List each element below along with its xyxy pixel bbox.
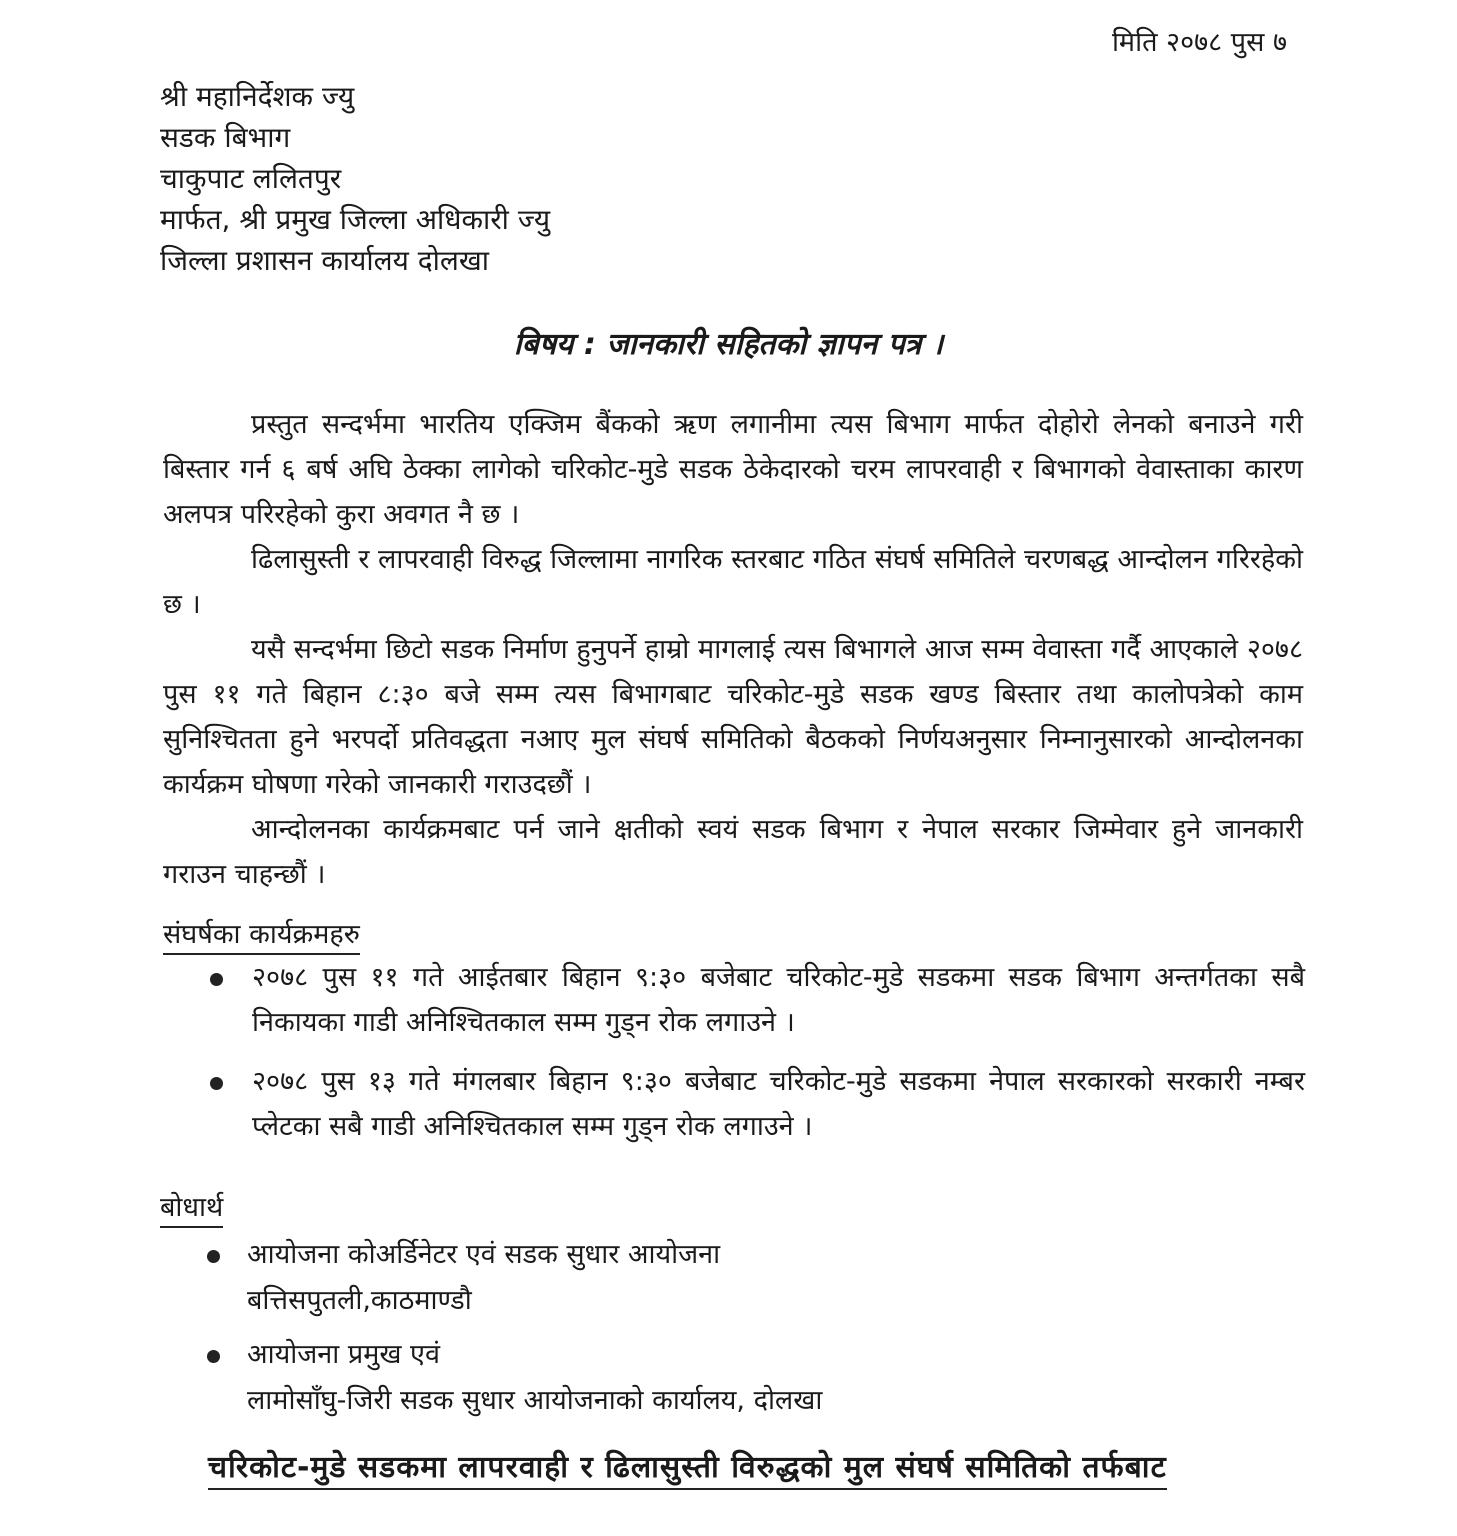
- cc-list: [207, 1232, 822, 1432]
- body-paragraph: प्रस्तुत सन्दर्भमा भारतिय एक्जिम बैंकको ऋण लगानीमा त्यस बिभाग मार्फत दोहोरो लेनको बनाउने गरी बिस्तार गर्न ६ बर्ष अघि ठेक्का लागेको चरिकोट-मुडे सडक ठेकेदारको चरम लापरवाही र बिभागको वेवास्ताका कारण अलपत्र परिरहेको कुरा अवगत नै छ ।: [163, 409, 1303, 530]
- cc-item: [207, 1332, 822, 1424]
- program-text: २०७८ पुस १३ गते मंगलबार बिहान ९:३० बजेबाट चरिकोट-मुडे सडकमा नेपाल सरकारको सरकारी नम्बर प्लेटका सबै गाडी अनिश्चितकाल सम्म गुड्न रोक लगाउने ।: [252, 1066, 1305, 1142]
- letter-body: [163, 402, 1303, 897]
- bullet-icon: [210, 1077, 223, 1090]
- recipient-line: मार्फत, श्री प्रमुख जिल्ला अधिकारी ज्यु: [160, 203, 551, 236]
- program-text: २०७८ पुस ११ गते आईतबार बिहान ९:३० बजेबाट चरिकोट-मुडे सडकमा सडक बिभाग अन्तर्गतका सबै निकायका गाडी अनिश्चितकाल सम्म गुड्न रोक लगाउने ।: [252, 962, 1305, 1038]
- bullet-icon: [210, 973, 223, 986]
- programs-list: [210, 955, 1305, 1163]
- cc-line: बत्तिसपुतली,काठमाण्डौ: [247, 1285, 472, 1316]
- body-paragraph: यसै सन्दर्भमा छिटो सडक निर्माण हुनुपर्ने हाम्रो मागलाई त्यस बिभागले आज सम्म वेवास्ता गर्दै आएकाले २०७८ पुस ११ गते बिहान ८:३० बजे सम्म त्यस बिभागबाट चरिकोट-मुडे सडक खण्ड बिस्तार तथा कालोपत्रेको काम सुनिश्चितता हुने भरपर्दो प्रतिवद्धता नआए मुल संघर्ष समितिको बैठकको निर्णयअनुसार निम्नानुसारको आन्दोलनका कार्यक्रम घोषणा गरेको जानकारी गराउदछौं ।: [163, 634, 1303, 800]
- bullet-icon: [207, 1250, 220, 1263]
- recipient-line: जिल्ला प्रशासन कार्यालय दोलखा: [160, 244, 490, 277]
- recipient-line: सडक बिभाग: [160, 121, 291, 154]
- recipient-line: श्री महानिर्देशक ज्यु: [160, 80, 355, 113]
- programs-heading: संघर्षका कार्यक्रमहरु: [163, 918, 360, 955]
- program-item: [210, 955, 1305, 1045]
- signoff-committee: चरिकोट-मुडे सडकमा लापरवाही र ढिलासुस्ती विरुद्धको मुल संघर्ष समितिको तर्फबाट: [208, 1448, 1167, 1490]
- letter-subject: बिषय : जानकारी सहितको ज्ञापन पत्र ।: [513, 327, 944, 362]
- cc-item: [207, 1232, 822, 1324]
- body-paragraph: आन्दोलनका कार्यक्रमबाट पर्न जाने क्षतीको स्वयं सडक बिभाग र नेपाल सरकार जिम्मेवार हुने जानकारी गराउन चाहन्छौं ।: [163, 814, 1303, 890]
- cc-line: आयोजना कोअर्डिनेटर एवं सडक सुधार आयोजना: [247, 1239, 721, 1270]
- cc-line: लामोसाँघु-जिरी सडक सुधार आयोजनाको कार्यालय, दोलखा: [247, 1385, 823, 1416]
- body-paragraph: ढिलासुस्ती र लापरवाही विरुद्ध जिल्लामा नागरिक स्तरबाट गठित संघर्ष समितिले चरणबद्ध आन्दोलन गरिरहेको छ ।: [163, 544, 1303, 620]
- recipient-line: चाकुपाट ललितपुर: [160, 162, 342, 195]
- letter-date: मिति २०७८ पुस ७: [1111, 27, 1287, 58]
- recipient-address: [160, 76, 550, 281]
- cc-heading: बोधार्थ: [160, 1190, 223, 1228]
- cc-line: आयोजना प्रमुख एवं: [247, 1339, 440, 1370]
- bullet-icon: [207, 1350, 220, 1363]
- program-item: [210, 1059, 1305, 1149]
